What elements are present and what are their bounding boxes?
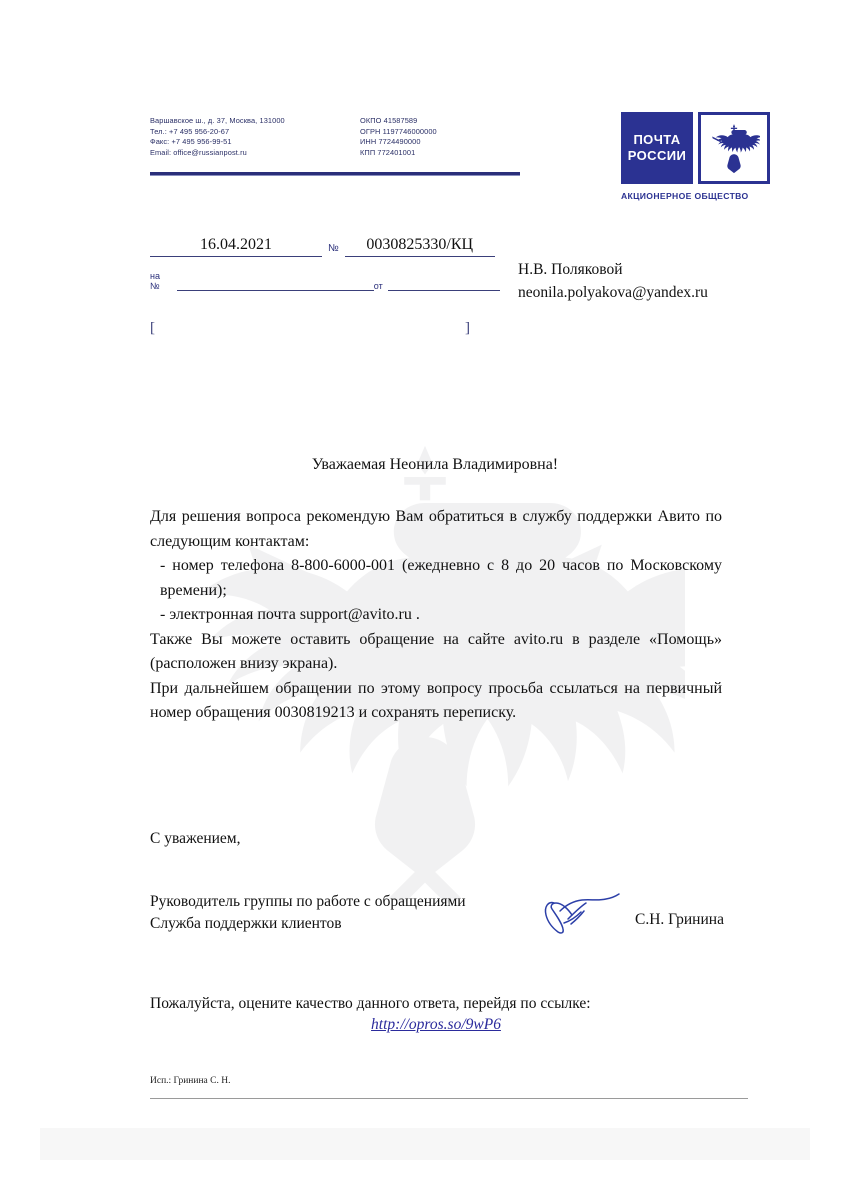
survey-link[interactable]: http://opros.so/9wP6	[371, 1016, 501, 1033]
signature-block	[150, 891, 760, 935]
letterhead-inn: ИНН 7724490000	[360, 137, 421, 147]
signer-title-line2: Служба поддержки клиентов	[150, 915, 342, 932]
bracket-open: [	[150, 320, 155, 336]
page-bottom-band	[40, 1128, 810, 1160]
letterhead-phone: Тел.: +7 495 956-20-67	[150, 126, 230, 136]
letter-date: 16.04.2021	[150, 236, 322, 257]
letterhead-registry-codes	[360, 116, 560, 158]
executor-note: Исп.: Гринина С. Н.	[150, 1076, 231, 1086]
addressee-email: neonila.polyakova@yandex.ru	[518, 284, 708, 301]
closing-regards: С уважением,	[150, 830, 241, 847]
body-paragraph-3: - электронная почта support@avito.ru .	[160, 606, 420, 623]
salutation: Уважаемая Неонила Владимировна!	[311, 456, 559, 473]
signer-name: С.Н. Гринина	[635, 911, 724, 928]
logo-caption: АКЦИОНЕРНОЕ ОБЩЕСТВО	[621, 191, 749, 201]
letterhead-ogrn: ОГРН 1197746000000	[360, 126, 437, 136]
handwritten-signature-icon	[540, 889, 630, 937]
survey-block	[150, 995, 722, 1034]
header-divider	[150, 172, 520, 175]
letterhead-kpp: КПП 772401001	[360, 147, 416, 157]
letter-number: 0030825330/КЦ	[345, 236, 495, 257]
reply-to-label: на №	[150, 271, 160, 291]
signer-title-line1: Руководитель группы по работе с обращениями	[150, 893, 466, 910]
double-headed-eagle-icon	[698, 112, 770, 184]
letterhead-email: Email: office@russianpost.ru	[150, 147, 247, 157]
letterhead-contacts	[150, 116, 360, 158]
subject-brackets	[150, 320, 470, 337]
footer-divider	[150, 1098, 748, 1099]
logo-wordmark	[621, 112, 693, 184]
logo-word-line2: РОССИИ	[627, 148, 687, 163]
letterhead-fax: Факс: +7 495 956-99-51	[150, 137, 232, 147]
logo-word-line1: ПОЧТА	[633, 132, 681, 147]
from-value	[388, 279, 500, 291]
body-paragraph-4: Также Вы можете оставить обращение на сайте avito.ru в разделе «Помощь» (расположен внизу экрана).	[150, 630, 722, 672]
from-label: от	[373, 281, 383, 291]
letterhead-okpo: ОКПО 41587589	[360, 116, 418, 125]
body-paragraph-2: - номер телефона 8-800-6000-001 (ежедневно с 8 до 20 часов по Московскому времени);	[160, 557, 722, 599]
addressee-block	[518, 258, 708, 304]
letterhead-address: Варшавское ш., д. 37, Москва, 131000	[150, 116, 285, 125]
addressee-name: Н.В. Поляковой	[518, 261, 623, 278]
reference-block	[150, 236, 500, 291]
number-label: №	[328, 243, 339, 254]
body-paragraph-1: Для решения вопроса рекомендую Вам обратиться в службу поддержки Авито по следующим контактам:	[150, 508, 722, 550]
bracket-close: ]	[465, 320, 470, 336]
reply-to-value	[177, 279, 374, 291]
russian-post-logo	[621, 112, 771, 201]
survey-prompt: Пожалуйста, оцените качество данного ответа, перейдя по ссылке:	[150, 995, 591, 1012]
letter-body	[150, 505, 722, 726]
body-paragraph-5: При дальнейшем обращении по этому вопросу просьба ссылаться на первичный номер обращения 0030819213 и сохранять переписку.	[150, 679, 722, 721]
